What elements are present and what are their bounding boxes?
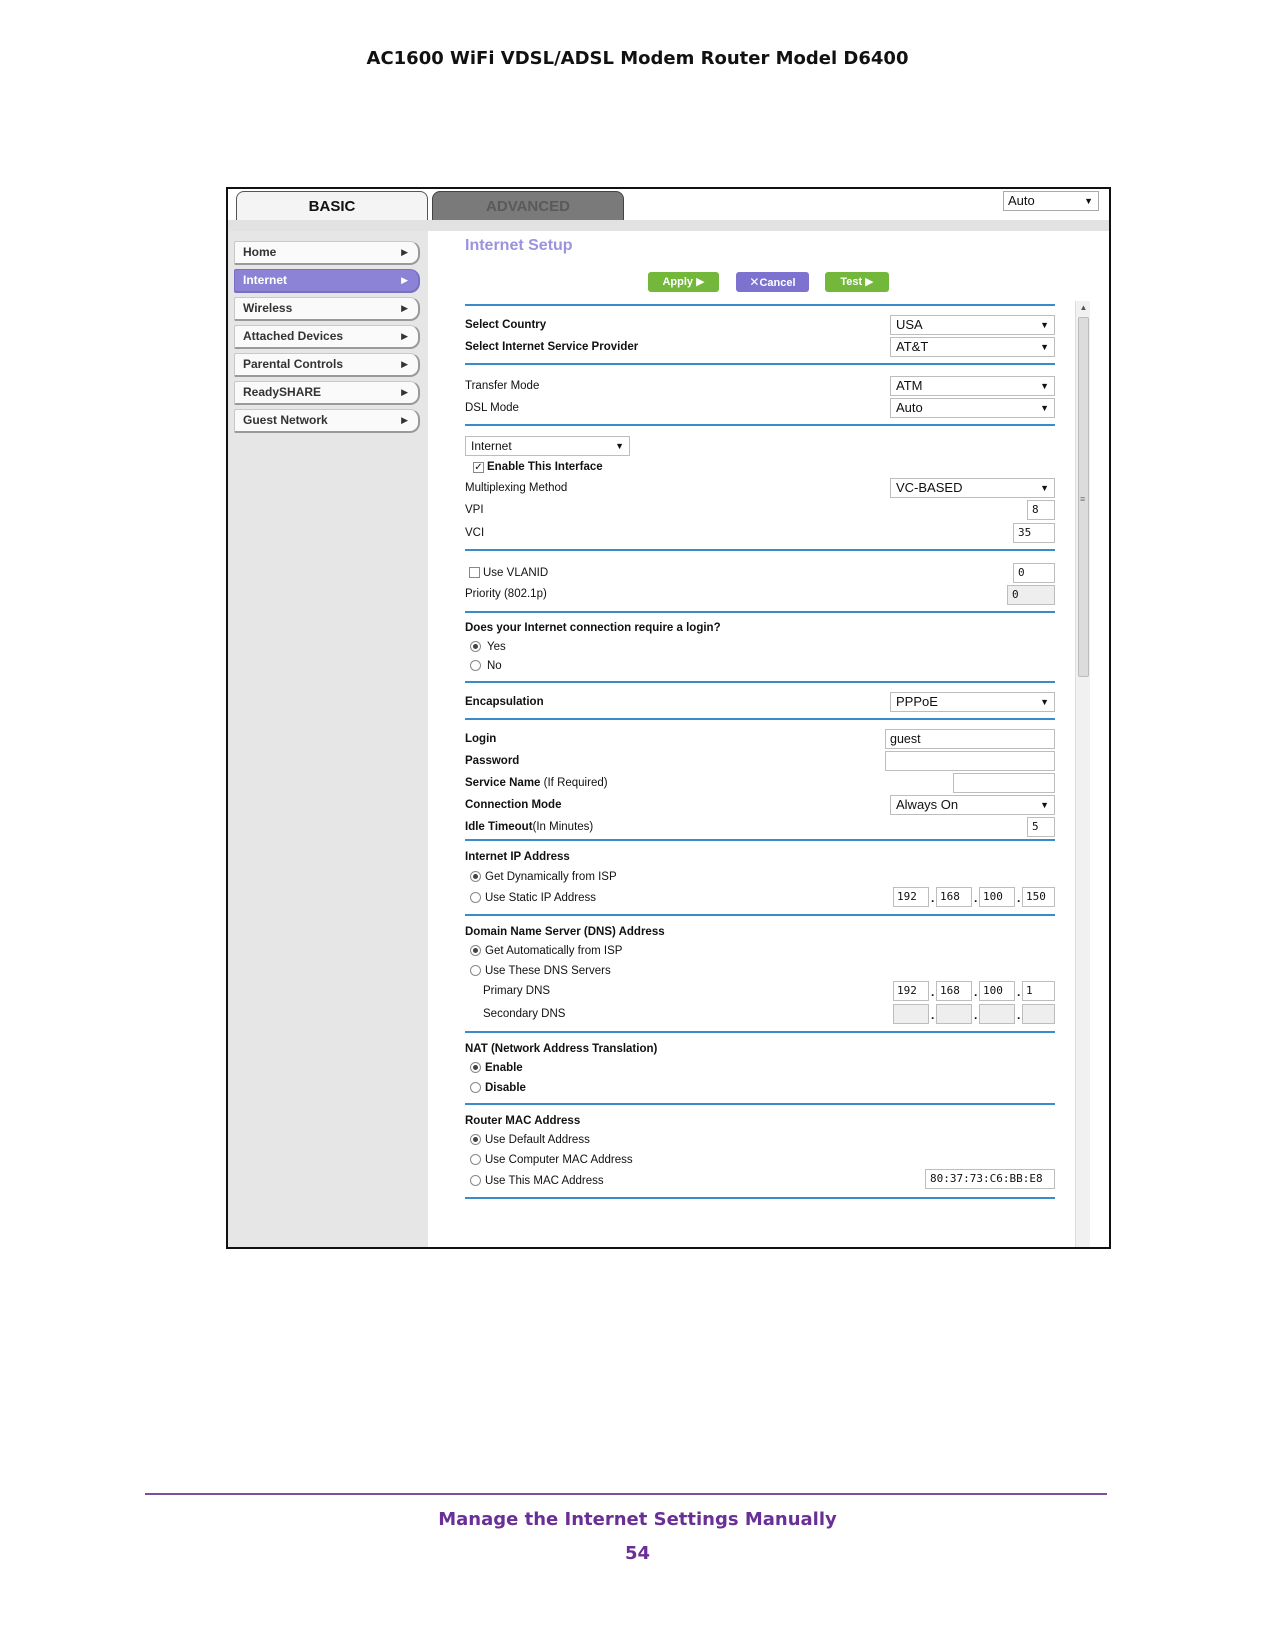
login-question: Does your Internet connection require a login?	[465, 622, 721, 634]
scroll-up-icon[interactable]: ▲	[1079, 303, 1088, 312]
sidebar-item-guest-network[interactable]	[234, 409, 420, 433]
triangle-right-icon: ▶	[401, 247, 408, 257]
sidebar-item-internet[interactable]	[234, 269, 420, 293]
multiplexing-label: Multiplexing Method	[465, 482, 568, 494]
sidebar-item-label: Attached Devices	[243, 329, 344, 343]
login-yes-label: Yes	[487, 641, 506, 653]
mac-default-radio[interactable]	[470, 1134, 481, 1145]
router-ui-screenshot	[226, 187, 1111, 1249]
secondary-dns-octet-2[interactable]	[936, 1004, 972, 1024]
static-ip-octet-3[interactable]: 100	[979, 887, 1015, 907]
ip-address-heading: Internet IP Address	[465, 851, 570, 863]
caret-down-icon: ▼	[1040, 342, 1049, 352]
mac-heading: Router MAC Address	[465, 1115, 581, 1127]
sidebar-item-wireless[interactable]	[234, 297, 420, 321]
checkmark-icon: ✓	[474, 462, 483, 473]
ip-dot: .	[974, 1008, 978, 1022]
service-name-input[interactable]	[953, 773, 1055, 793]
mac-computer-label: Use Computer MAC Address	[485, 1154, 633, 1166]
ip-dot: .	[974, 985, 978, 999]
sidebar-item-label: Home	[243, 245, 277, 259]
tab-basic[interactable]: BASIC	[236, 191, 428, 221]
encapsulation-select[interactable]	[890, 692, 1055, 712]
triangle-right-icon: ▶	[401, 275, 408, 285]
caret-down-icon: ▼	[1040, 697, 1049, 707]
dns-manual-label: Use These DNS Servers	[485, 965, 611, 977]
login-no-radio[interactable]	[470, 660, 481, 671]
transfer-mode-value: ATM	[896, 378, 923, 393]
primary-dns-octet-4[interactable]: 1	[1022, 981, 1055, 1001]
section-divider	[465, 611, 1055, 613]
scroll-thumb[interactable]	[1078, 317, 1089, 677]
page-number: 54	[624, 1543, 651, 1564]
primary-dns-octet-2[interactable]: 168	[936, 981, 972, 1001]
tab-underline	[228, 220, 1109, 231]
section-divider	[465, 1197, 1055, 1199]
cancel-label: Cancel	[759, 277, 796, 289]
encapsulation-value: PPPoE	[896, 694, 938, 709]
static-ip-octet-1[interactable]: 192	[893, 887, 929, 907]
caret-down-icon: ▼	[1084, 196, 1093, 206]
idle-timeout-text: Idle Timeout	[465, 821, 533, 833]
section-divider	[465, 1103, 1055, 1105]
close-icon: ✕	[749, 275, 760, 289]
encapsulation-label: Encapsulation	[465, 696, 544, 708]
main-panel	[445, 231, 1109, 1249]
test-button[interactable]: Test ▶	[825, 272, 889, 292]
dns-heading: Domain Name Server (DNS) Address	[465, 926, 665, 938]
service-name-hint: (If Required)	[540, 777, 608, 789]
primary-dns-octet-1[interactable]: 192	[893, 981, 929, 1001]
dsl-mode-label: DSL Mode	[465, 402, 519, 414]
caret-down-icon: ▼	[1040, 800, 1049, 810]
tab-advanced[interactable]: ADVANCED	[432, 191, 624, 221]
section-divider	[465, 914, 1055, 916]
idle-timeout-hint: (In Minutes)	[532, 821, 594, 833]
caret-down-icon: ▼	[1040, 483, 1049, 493]
sidebar-item-label: Guest Network	[243, 413, 328, 427]
sidebar-item-label: Wireless	[243, 301, 293, 315]
sidebar-item-home[interactable]	[234, 241, 420, 265]
secondary-dns-octet-1[interactable]	[893, 1004, 929, 1024]
transfer-mode-select[interactable]	[890, 376, 1055, 396]
connection-mode-value: Always On	[896, 797, 959, 812]
sidebar-item-attached-devices[interactable]	[234, 325, 420, 349]
top-tab-bar	[228, 189, 1109, 231]
ip-static-label: Use Static IP Address	[485, 892, 597, 904]
sidebar-item-readyshare[interactable]	[234, 381, 420, 405]
isp-select[interactable]	[890, 337, 1055, 357]
static-ip-octet-2[interactable]: 168	[936, 887, 972, 907]
mac-computer-radio[interactable]	[470, 1154, 481, 1165]
ip-dot: .	[1017, 1008, 1021, 1022]
document-header: AC1600 WiFi VDSL/ADSL Modem Router Model D6400	[366, 48, 909, 69]
primary-dns-octet-3[interactable]: 100	[979, 981, 1015, 1001]
scrollbar[interactable]	[1075, 301, 1090, 1249]
interface-select[interactable]	[465, 436, 630, 456]
priority-input[interactable]: 0	[1007, 585, 1055, 605]
vpi-label: VPI	[465, 504, 484, 516]
ip-static-radio[interactable]	[470, 892, 481, 903]
footer-title: Manage the Internet Settings Manually	[438, 1509, 837, 1530]
idle-timeout-input[interactable]: 5	[1027, 817, 1055, 837]
secondary-dns-octet-4[interactable]	[1022, 1004, 1055, 1024]
footer-divider	[145, 1493, 1107, 1495]
login-no-label: No	[487, 660, 502, 672]
ip-dot: .	[1017, 985, 1021, 999]
vlan-checkbox[interactable]	[469, 567, 480, 578]
primary-dns-label: Primary DNS	[483, 985, 551, 997]
secondary-dns-label: Secondary DNS	[483, 1008, 566, 1020]
dsl-mode-select[interactable]	[890, 398, 1055, 418]
section-divider	[465, 363, 1055, 365]
grip-icon: ≡	[1080, 494, 1086, 504]
caret-down-icon: ▼	[1040, 381, 1049, 391]
enable-interface-checkbox[interactable]	[473, 462, 484, 473]
ip-dot: .	[931, 891, 935, 905]
password-input[interactable]	[885, 751, 1055, 771]
sidebar-item-parental-controls[interactable]	[234, 353, 420, 377]
caret-down-icon: ▼	[615, 441, 624, 451]
nat-enable-radio[interactable]	[470, 1062, 481, 1073]
priority-label: Priority (802.1p)	[465, 588, 547, 600]
dns-manual-radio[interactable]	[470, 965, 481, 976]
country-label: Select Country	[465, 319, 547, 331]
sidebar-item-label: Internet	[243, 273, 288, 287]
mac-this-radio[interactable]	[470, 1175, 481, 1186]
ip-dot: .	[931, 985, 935, 999]
sidebar-item-label: ReadySHARE	[243, 385, 322, 399]
section-divider	[465, 718, 1055, 720]
triangle-right-icon: ▶	[401, 331, 408, 341]
multiplexing-value: VC-BASED	[896, 480, 963, 495]
settings-form	[465, 231, 1055, 1249]
connection-mode-label: Connection Mode	[465, 799, 562, 811]
vpi-input[interactable]: 8	[1027, 500, 1055, 520]
sidebar	[228, 231, 428, 1249]
triangle-right-icon: ▶	[401, 387, 408, 397]
section-divider	[465, 549, 1055, 551]
vlan-input[interactable]: 0	[1013, 563, 1055, 583]
ip-dot: .	[1017, 891, 1021, 905]
vci-input[interactable]: 35	[1013, 523, 1055, 543]
isp-value: AT&T	[896, 339, 929, 354]
section-divider	[465, 681, 1055, 683]
language-select[interactable]	[1003, 191, 1099, 211]
dsl-mode-value: Auto	[896, 400, 923, 415]
secondary-dns-octet-3[interactable]	[979, 1004, 1015, 1024]
login-input[interactable]: guest	[885, 729, 1055, 749]
connection-mode-select[interactable]	[890, 795, 1055, 815]
login-yes-radio[interactable]	[470, 641, 481, 652]
nat-heading: NAT (Network Address Translation)	[465, 1043, 658, 1055]
idle-timeout-label	[465, 821, 593, 833]
country-select[interactable]	[890, 315, 1055, 335]
caret-down-icon: ▼	[1040, 403, 1049, 413]
triangle-right-icon: ▶	[401, 359, 408, 369]
section-divider	[465, 424, 1055, 426]
ip-dot: .	[931, 1008, 935, 1022]
interface-value: Internet	[471, 439, 512, 453]
page-title: Internet Setup	[465, 237, 573, 254]
static-ip-octet-4[interactable]: 150	[1022, 887, 1055, 907]
transfer-mode-label: Transfer Mode	[465, 380, 540, 392]
section-divider	[465, 839, 1055, 841]
mac-address-input[interactable]: 80:37:73:C6:BB:E8	[925, 1169, 1055, 1189]
dns-auto-label: Get Automatically from ISP	[485, 945, 623, 957]
service-name-label	[465, 777, 608, 789]
mac-default-label: Use Default Address	[485, 1134, 590, 1146]
isp-label: Select Internet Service Provider	[465, 341, 639, 353]
mac-this-label: Use This MAC Address	[485, 1175, 604, 1187]
enable-interface-label: Enable This Interface	[487, 461, 603, 473]
country-value: USA	[896, 317, 923, 332]
triangle-right-icon: ▶	[401, 415, 408, 425]
service-name-text: Service Name	[465, 777, 541, 789]
login-label: Login	[465, 733, 497, 745]
vci-label: VCI	[465, 527, 485, 539]
ip-dynamic-radio[interactable]	[470, 871, 481, 882]
dns-auto-radio[interactable]	[470, 945, 481, 956]
password-label: Password	[465, 755, 520, 767]
language-value: Auto	[1008, 193, 1035, 208]
section-divider	[465, 304, 1055, 306]
caret-down-icon: ▼	[1040, 320, 1049, 330]
section-divider	[465, 1031, 1055, 1033]
multiplexing-select[interactable]	[890, 478, 1055, 498]
triangle-right-icon: ▶	[401, 303, 408, 313]
apply-button[interactable]: Apply ▶	[648, 272, 719, 292]
vlan-label: Use VLANID	[483, 567, 549, 579]
ip-dynamic-label: Get Dynamically from ISP	[485, 871, 617, 883]
nat-disable-label: Disable	[485, 1082, 526, 1094]
sidebar-item-label: Parental Controls	[243, 357, 344, 371]
nat-disable-radio[interactable]	[470, 1082, 481, 1093]
ip-dot: .	[974, 891, 978, 905]
nat-enable-label: Enable	[485, 1062, 523, 1074]
